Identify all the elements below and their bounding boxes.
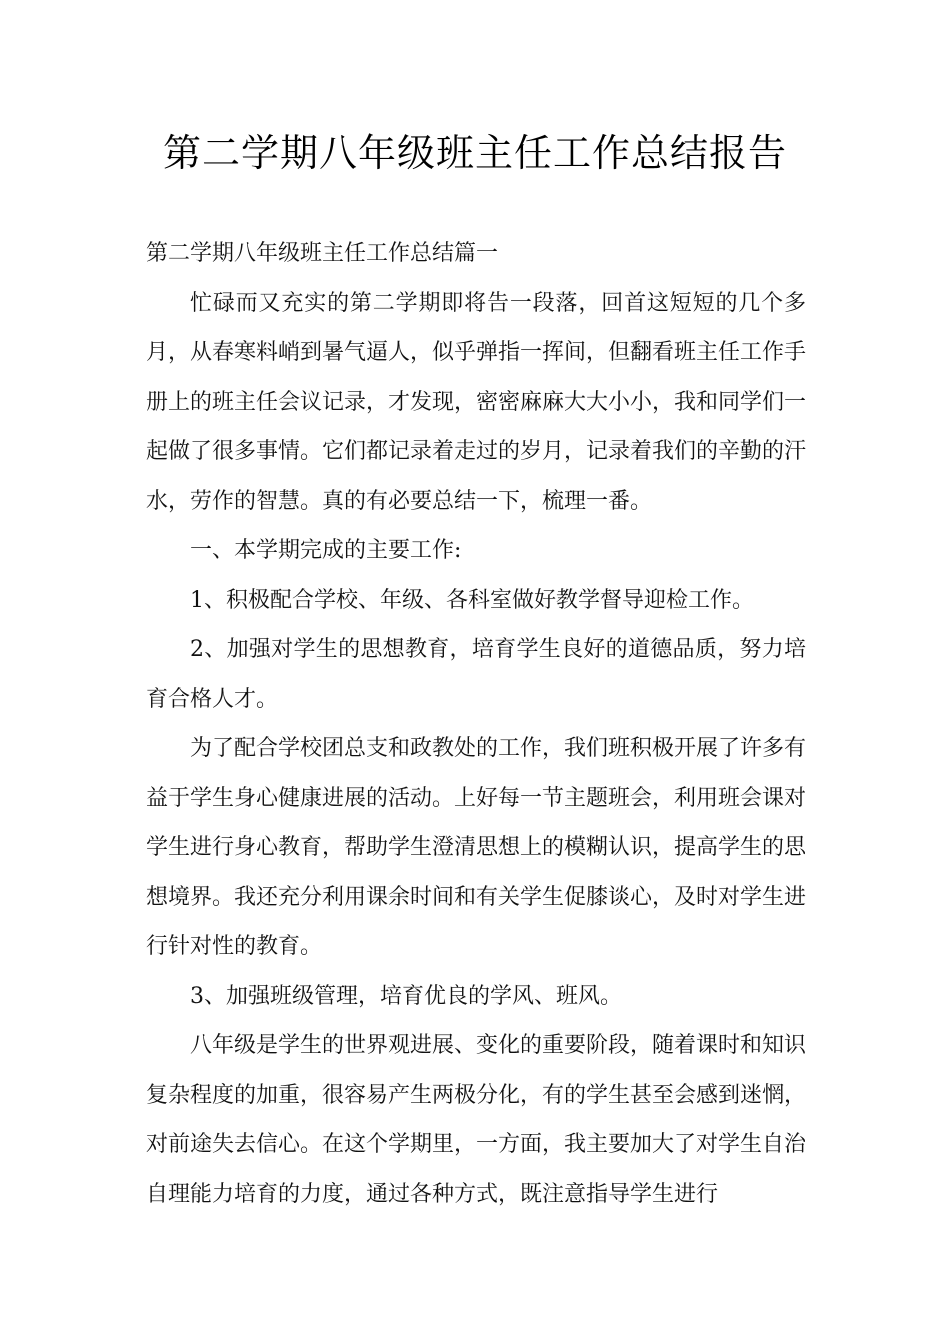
document-title: 第二学期八年级班主任工作总结报告 xyxy=(162,131,787,175)
section-heading: 第二学期八年级班主任工作总结篇一 xyxy=(146,241,499,266)
paragraph-intro: 忙碌而又充实的第二学期即将告一段落，回首这短短的几个多月，从春寒料峭到暑气逼人，似乎弹指一挥间，但翻看班主任工作手册上的班主任会议记录，才发现，密密麻麻大大小小，我和同学们一起做了很多事情。它们都记录着走过的岁月，记录着我们的辛勤的汗水，劳作的智慧。真的有必要总结一下，梳理一番。 xyxy=(146,290,807,514)
paragraph-item-3: 3、加强班级管理，培育优良的学风、班风。 xyxy=(190,983,622,1009)
document-body xyxy=(146,229,806,1219)
paragraph-main-work-heading: 一、本学期完成的主要工作: xyxy=(190,538,462,563)
paragraph-grade-eight: 八年级是学生的世界观进展、变化的重要阶段，随着课时和知识复杂程度的加重，很容易产生两极分化，有的学生甚至会感到迷惘，对前途失去信心。在这个学期里，一方面，我主要加大了对学生自治自理能力培育的力度，通过各种方式，既注意指导学生进行 xyxy=(146,1033,807,1207)
paragraph-item-2: 2、加强对学生的思想教育，培育学生良好的道德品质，努力培育合格人才。 xyxy=(146,637,806,712)
paragraph-activities: 为了配合学校团总支和政教处的工作，我们班积极开展了许多有益于学生身心健康进展的活动。上好每一节主题班会，利用班会课对学生进行身心教育，帮助学生澄清思想上的模糊认识，提高学生的思想境界。我还充分利用课余时间和有关学生促膝谈心，及时对学生进行针对性的教育。 xyxy=(146,736,807,959)
paragraph-item-1: 1、积极配合学校、年级、各科室做好教学督导迎检工作。 xyxy=(190,587,754,613)
